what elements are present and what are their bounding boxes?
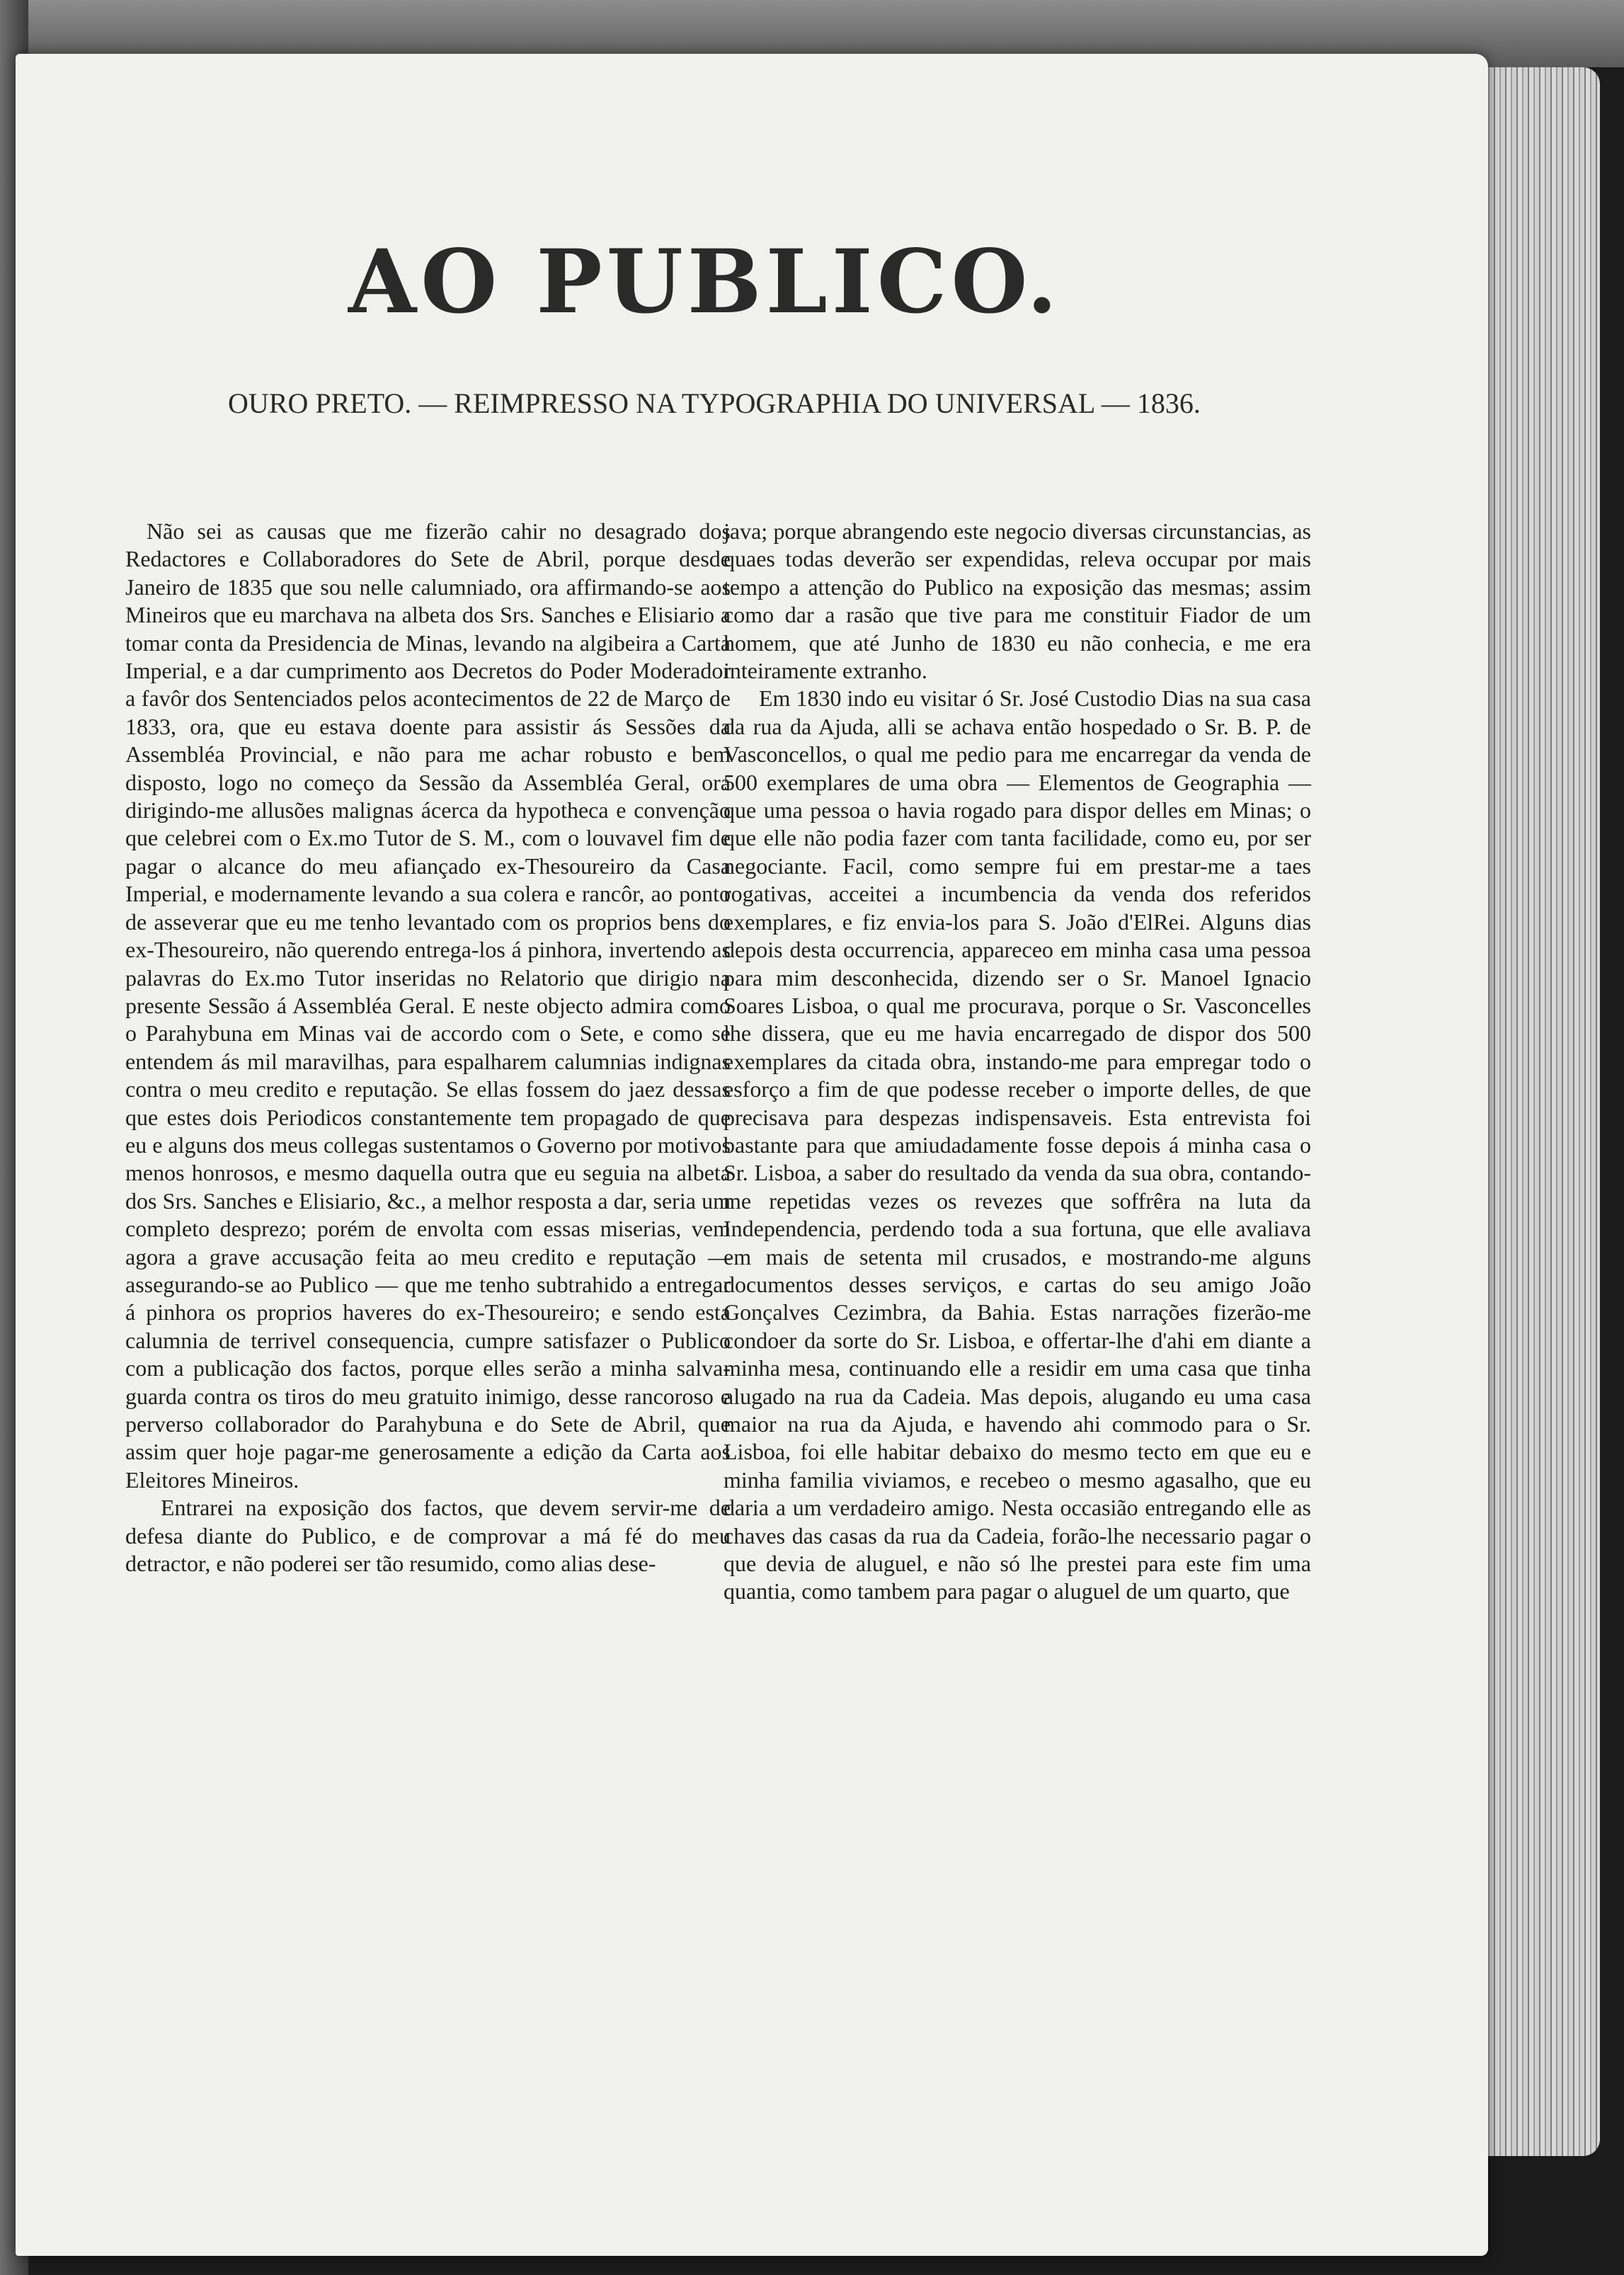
paragraph: Não sei as causas que me fizerão cahir no desagrado dos Redactores e Collaboradores do Sete de Abril, porque desde Janeiro de 1835 que sou nelle calumniado, ora affirmando-se aos Mineiros que eu marchava na albeta dos Srs. Sanches e Elisiario a tomar conta da Presidencia de Minas, levando na algibeira a Carta Imperial, e a dar cumprimento aos Decretos do Poder Moderador a favôr dos Sentenciados pelos acontecimentos de 22 de Março de 1833, ora, que eu estava doente para assistir ás Sessões da Assembléa Provincial, e não para me achar robusto e bem disposto, logo no começo da Sessão da Assembléa Geral, ora dirigindo-me allusões malignas ácerca da hypotheca e convenção que celebrei com o Ex.mo Tutor de S. M., com o louvavel fim de pagar o alcance do meu afiançado ex-Thesoureiro da Casa Imperial, e modernamente levando a sua colera e rancôr, ao ponto de asseverar que eu me tenho levantado com os proprios bens do ex-Thesoureiro, não querendo entrega-los á pinhora, invertendo as palavras do Ex.mo Tutor inseridas no Relatorio que dirigio na presente Sessão á Assembléa Geral. E neste objecto admira como o Parahybuna em Minas vai de accordo com o Sete, e como se entendem ás mil maravilhas, para espalharem calumnias indignas contra o meu credito e reputação. Se ellas fossem do jaez dessas que estes dois Periodicos constantemente tem propagado de que eu e alguns dos meus collegas sustentamos o Governo por motivos menos honrosos, e mesmo daquella outra que eu seguia na albeta dos Srs. Sanches e Elisiario, &c., a melhor resposta a dar, seria um completo desprezo; porém de envolta com essas miserias, vem agora a grave accusação feita ao meu credito e reputação — assegurando-se ao Publico — que me tenho subtrahido a entregar á pinhora os proprios haveres do ex-Thesoureiro; e sendo esta calumnia de terrivel consequencia, cumpre satisfazer o Publico com a publicação dos factos, porque elles serão a minha salva-guarda contra os tiros do meu gratuito inimigo, desse rancoroso e perverso collaborador do Parahybuna e do Sete de Abril, que assim quer hoje pagar-me generosamente a edição da Carta aos Eleitores Mineiros. <box>125 518 731 1493</box>
page-title: AO PUBLICO. <box>348 231 1062 333</box>
paragraph: java; porque abrangendo este negocio diversas circunstancias, as quaes todas deverão ser expendidas, releva occupar por mais tempo a attenção do Publico na exposição das mesmas; assim como dar a rasão que tive para me constituir Fiador de um homem, que até Junho de 1830 eu não conhecia, e me era inteiramente extranho. <box>724 518 1311 684</box>
book-page-edges <box>1473 67 1600 2156</box>
page-subtitle: OURO PRETO. — REIMPRESSO NA TYPOGRAPHIA DO UNIVERSAL — 1836. <box>228 387 1201 419</box>
right-column <box>724 518 1311 1606</box>
paragraph: Entrarei na exposição dos factos, que devem servir-me de defesa diante do Publico, e de comprovar a má fé do meu detractor, e não poderei ser tão resumido, como alias dese- <box>125 1495 731 1577</box>
document-page <box>16 54 1488 2256</box>
left-column <box>125 518 731 1578</box>
paragraph: Em 1830 indo eu visitar ó Sr. José Custodio Dias na sua casa da rua da Ajuda, alli se achava então hospedado o Sr. B. P. de Vasconcellos, o qual me pedio para me encarregar da venda de 500 exemplares de uma obra — Elementos de Geographia — que uma pessoa o havia rogado para dispor delles em Minas; o que elle não podia fazer com tanta facilidade, como eu, por ser negociante. Facil, como sempre fui em prestar-me a taes rogativas, acceitei a incumbencia da venda dos referidos exemplares, e fiz envia-los para S. João d'ElRei. Alguns dias depois desta occurrencia, appareceo em minha casa uma pessoa para mim desconhecida, dizendo ser o Sr. Manoel Ignacio Soares Lisboa, o qual me procurava, porque o Sr. Vasconcelles lhe dissera, que eu me havia encarregado de dispor dos 500 exemplares da citada obra, instando-me para empregar todo o esforço a fim de que podesse receber o importe delles, de que precisava para despezas indispensaveis. Esta entrevista foi bastante para que amiudadamente fosse depois á minha casa o Sr. Lisboa, a saber do resultado da venda da sua obra, contando-me repetidas vezes os revezes que soffrêra na luta da Independencia, perdendo toda a sua fortuna, que elle avaliava em mais de setenta mil crusados, e mostrando-me alguns documentos desses serviços, e cartas do seu amigo João Gonçalves Cezimbra, da Bahia. Estas narrações fizerão-me condoer da sorte do Sr. Lisboa, e offertar-lhe d'ahi em diante a minha mesa, continuando elle a residir em uma casa que tinha alugado na rua da Cadeia. Mas depois, alugando eu uma casa maior na rua da Ajuda, e havendo ahi commodo para o Sr. Lisboa, foi elle habitar debaixo do mesmo tecto em que eu e minha familia viviamos, e recebeo o mesmo agasalho, que eu daria a um verdadeiro amigo. Nesta occasião entregando elle as chaves das casas da rua da Cadeia, forão-lhe necessario pagar o que devia de aluguel, e não só lhe prestei para este fim uma quantia, como tambem para pagar o aluguel de um quarto, que <box>724 685 1311 1604</box>
